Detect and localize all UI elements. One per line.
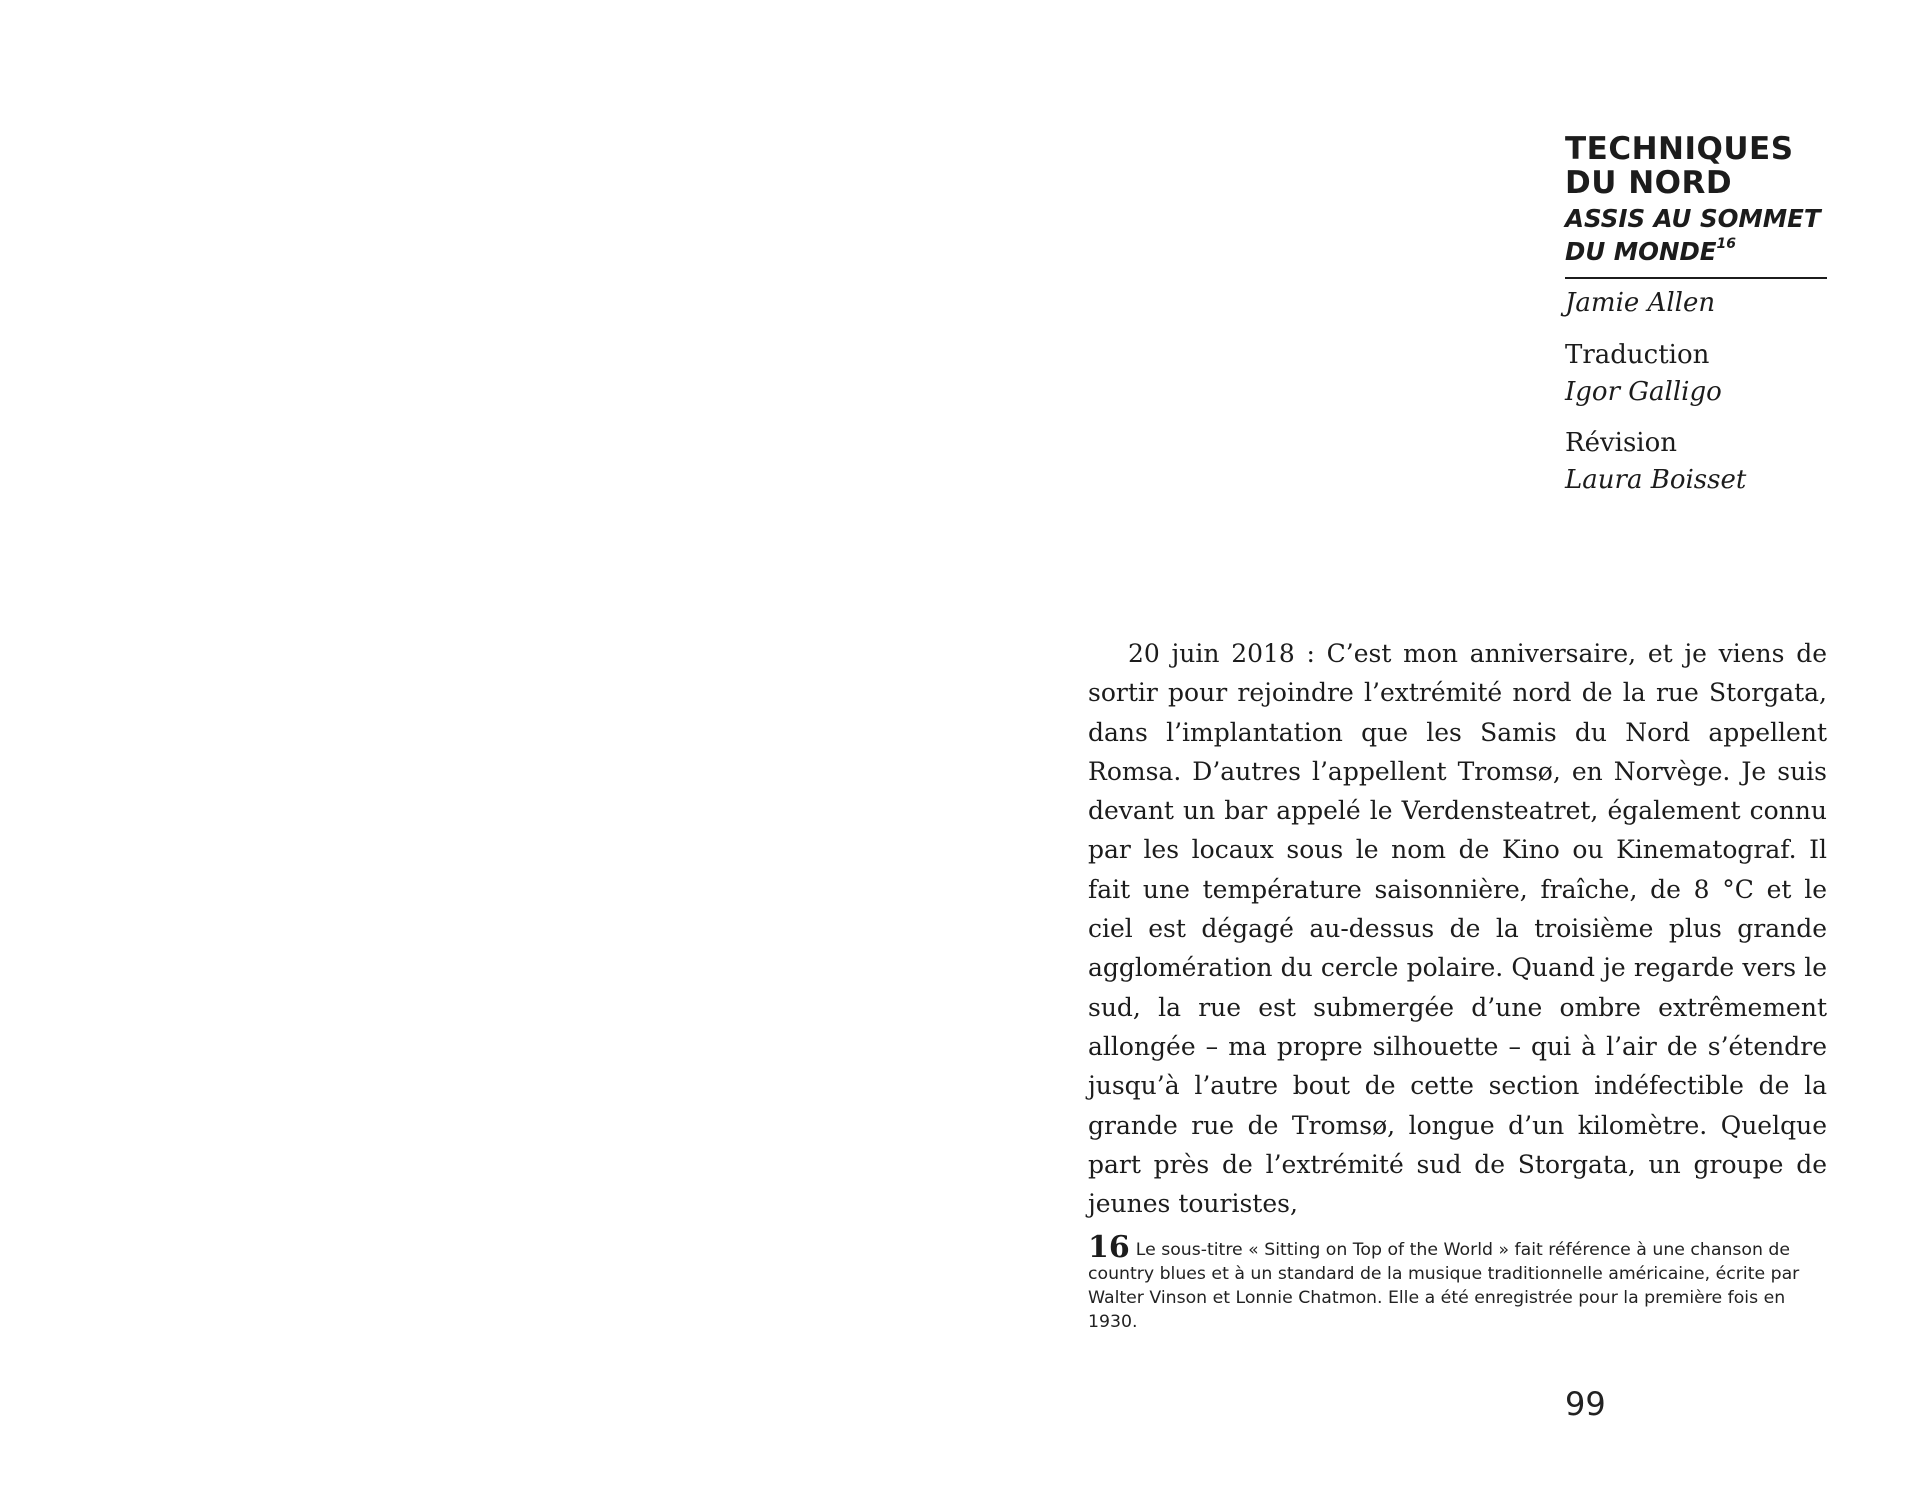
chapter-title-line-2: DU NORD xyxy=(1565,165,1733,201)
footnote-text: Le sous-titre « Sitting on Top of the World » fait référence à une chanson de country blues et à un standard de la musique traditionnelle américaine, écrite par Walter Vinson et Lonnie Chatmon. Elle a été enregistrée pour la première fois en 1930. xyxy=(1088,1240,1800,1332)
revision-label: Révision xyxy=(1565,428,1678,458)
chapter-subtitle-line-2 xyxy=(1565,235,1827,268)
footnote-reference[interactable]: 16 xyxy=(1716,235,1737,252)
translation-credit xyxy=(1565,337,1827,411)
header-divider xyxy=(1565,277,1827,279)
chapter-header xyxy=(1565,132,1827,499)
footnote-number: 16 xyxy=(1088,1230,1130,1265)
footnote xyxy=(1088,1230,1827,1334)
translation-label: Traduction xyxy=(1565,340,1710,370)
chapter-subtitle-line-2-text: DU MONDE xyxy=(1565,237,1717,266)
page-number: 99 xyxy=(1565,1385,1606,1423)
chapter-title-line-1: TECHNIQUES xyxy=(1565,131,1794,167)
chapter-subtitle-line-1: ASSIS AU SOMMET xyxy=(1565,204,1821,233)
chapter-title xyxy=(1565,132,1827,200)
revision-credit xyxy=(1565,425,1827,499)
reviser-name: Laura Boisset xyxy=(1565,465,1747,495)
body-paragraph: 20 juin 2018 : C’est mon anniversaire, et je viens de sortir pour rejoindre l’extrémité nord de la rue Storgata, dans l’implantation que les Samis du Nord appellent Romsa. D’autres l’appellent Tromsø, en Norvège. Je suis devant un bar appelé le Verdensteatret, également connu par les locaux sous le nom de Kino ou Kinematograf. Il fait une température saisonnière, fraîche, de 8 °C et le ciel est dégagé au-dessus de la troisième plus grande agglomération du cercle polaire. Quand je regarde vers le sud, la rue est submergée d’une ombre extrêmement allongée – ma propre silhouette – qui à l’air de s’étendre jusqu’à l’autre bout de cette section indéfectible de la grande rue de Tromsø, longue d’un kilomètre. Quelque part près de l’extrémité sud de Storgata, un groupe de jeunes touristes, xyxy=(1088,639,1827,1219)
translator-name: Igor Galligo xyxy=(1565,377,1722,407)
chapter-subtitle xyxy=(1565,202,1827,268)
author-name: Jamie Allen xyxy=(1565,288,1716,318)
